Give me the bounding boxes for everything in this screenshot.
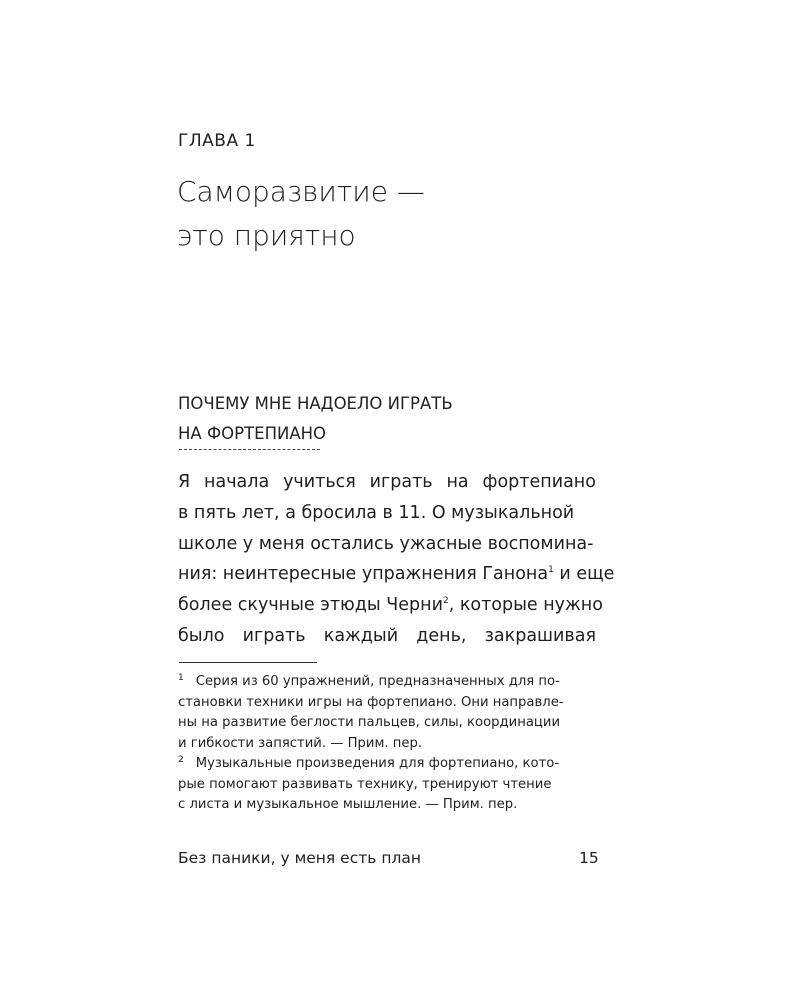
word: начала xyxy=(204,472,270,492)
word: Я xyxy=(178,472,191,492)
word: фортепиано xyxy=(482,472,596,492)
section-divider xyxy=(179,449,320,450)
word: было xyxy=(178,625,225,646)
footnote-separator xyxy=(179,662,317,663)
body-line: школе у меня остались ужасные воспомина- xyxy=(178,533,594,554)
footnote-ref-1[interactable]: 1 xyxy=(548,565,554,576)
word: на xyxy=(446,472,469,492)
footnote-text: Музыкальные произведения для фортепиано, кото- xyxy=(195,756,560,771)
footnote-line xyxy=(178,672,596,693)
section-heading-line: НА ФОРТЕПИАНО xyxy=(178,424,327,443)
word: закрашивая xyxy=(484,625,596,646)
footnote-line: становки техники игры на фортепиано. Они направле- xyxy=(178,694,564,710)
footnotes xyxy=(178,672,596,816)
footnote-line: и гибкости запястий. — Прим. пер. xyxy=(178,735,423,751)
body-line xyxy=(178,559,615,590)
body-text-segment: и еще xyxy=(553,564,615,585)
chapter-title xyxy=(177,170,425,258)
running-footer-title: Без паники, у меня есть план xyxy=(178,849,422,867)
footnote-line: рые помогают развивать технику, тренируют чтение xyxy=(178,776,552,792)
body-line xyxy=(178,590,603,621)
body-line xyxy=(178,621,596,652)
word: играть xyxy=(242,625,306,646)
chapter-title-line: это приятно xyxy=(177,219,356,252)
chapter-label: ГЛАВА 1 xyxy=(178,131,256,151)
section-heading xyxy=(178,389,453,449)
footnote-line: ны на развитие беглости пальцев, силы, координации xyxy=(178,715,561,730)
word: играть xyxy=(369,472,433,492)
footnote-number: 1 xyxy=(178,672,184,683)
body-text-segment: ния: неинтересные упражнения Ганона xyxy=(178,564,549,585)
body-line xyxy=(178,467,596,498)
word: день, xyxy=(416,625,467,646)
page-number: 15 xyxy=(579,849,599,867)
footnote-ref-2[interactable]: 2 xyxy=(442,596,449,607)
chapter-title-line: Саморазвитие — xyxy=(177,175,425,208)
section-heading-line: ПОЧЕМУ МНЕ НАДОЕЛО ИГРАТЬ xyxy=(178,394,453,413)
footnote-line: с листа и музыкальное мышление. — Прим. пер. xyxy=(178,797,518,812)
footnote-text: Серия из 60 упражнений, предназначенных для по- xyxy=(195,674,560,689)
body-paragraph xyxy=(178,467,615,652)
word: учиться xyxy=(283,472,356,492)
body-text-segment: , которые нужно xyxy=(448,595,603,616)
footnote-line xyxy=(178,754,596,775)
footnote-number: 2 xyxy=(178,754,184,765)
body-line: в пять лет, а бросила в 11. О музыкальной xyxy=(178,502,575,523)
word: каждый xyxy=(323,625,399,646)
body-text-segment: более скучные этюды Черни xyxy=(178,595,443,616)
